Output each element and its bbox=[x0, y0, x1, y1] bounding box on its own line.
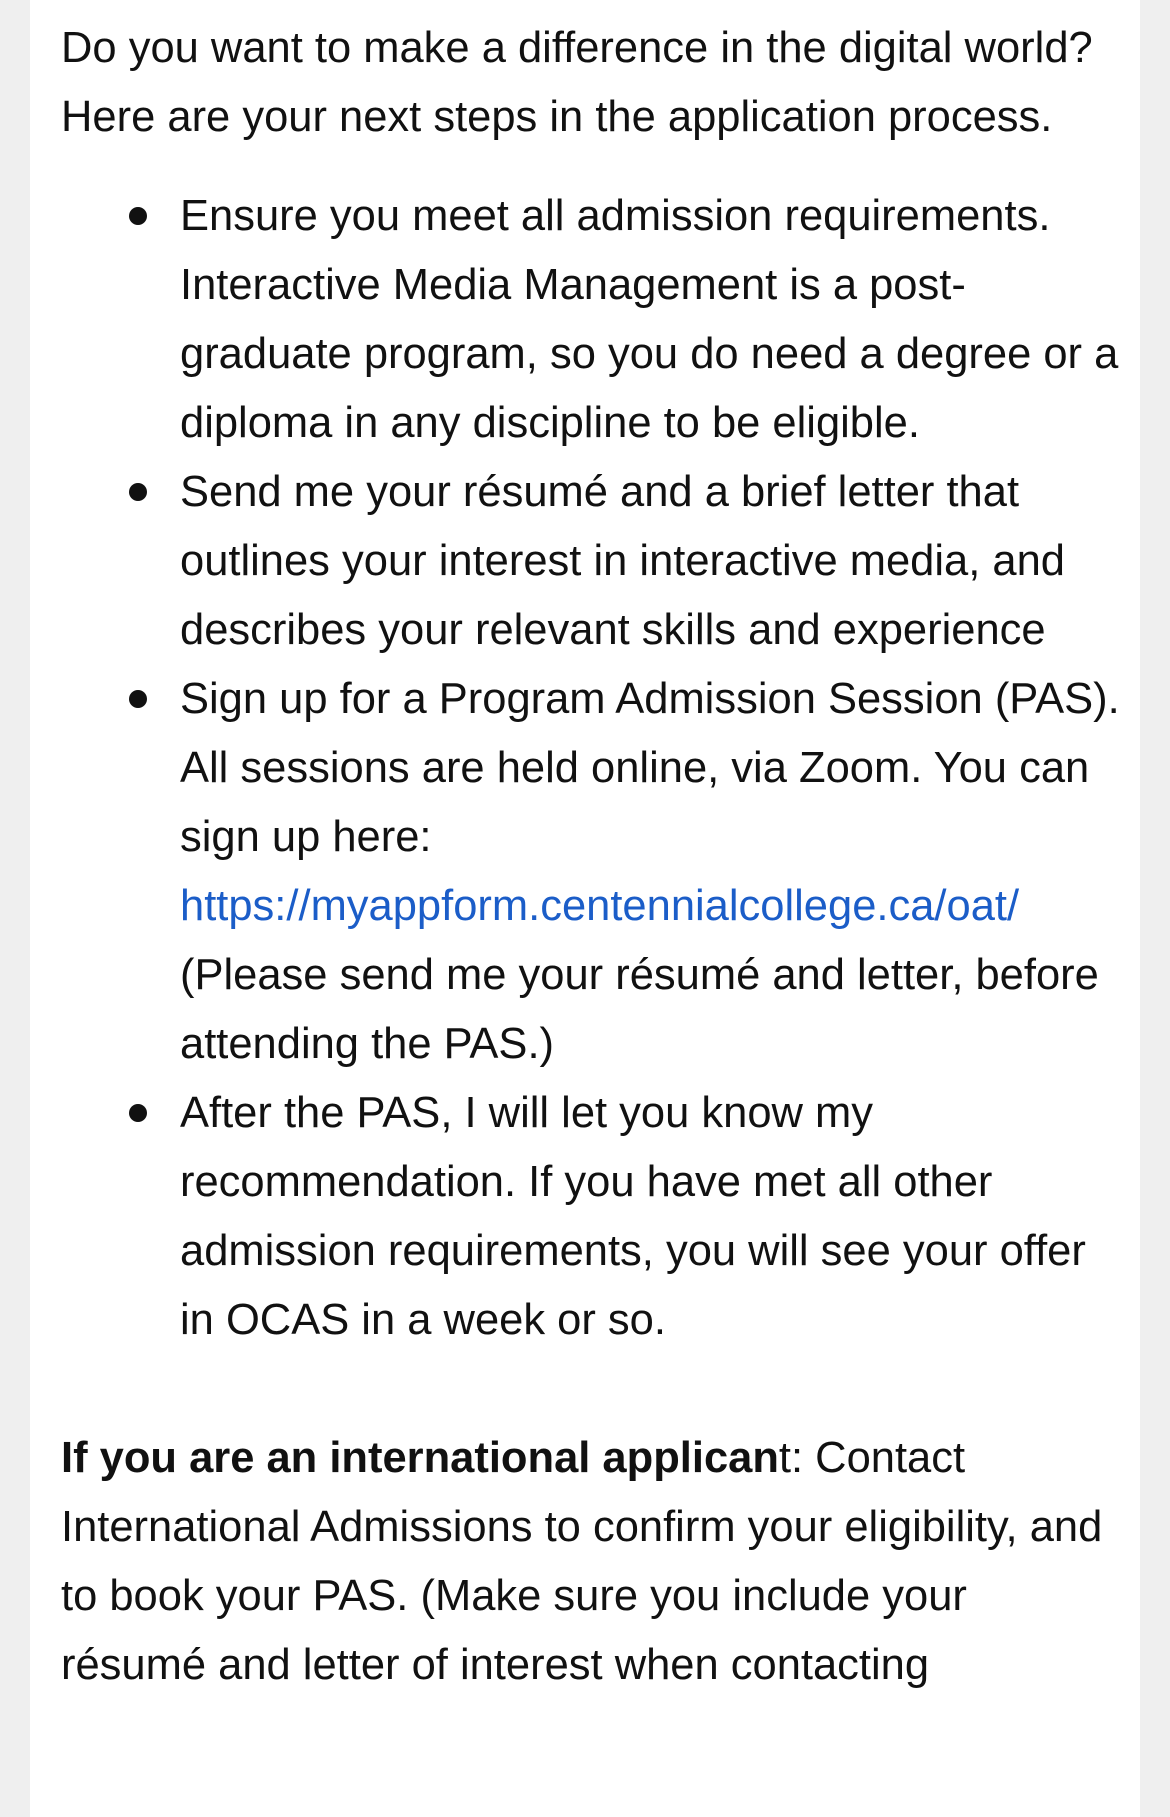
bullet-icon bbox=[129, 1104, 147, 1122]
international-label: If you are an international applican bbox=[61, 1434, 779, 1482]
step-text: Sign up for a Program Admission Session (PAS). All sessions are held online, via Zoom. You can sign up here: bbox=[180, 675, 1120, 861]
pas-signup-link[interactable]: https://myappform.centennialcollege.ca/oat/ bbox=[180, 882, 1020, 930]
bullet-icon bbox=[129, 483, 147, 501]
message-body bbox=[30, 0, 1140, 1817]
bullet-icon bbox=[129, 690, 147, 708]
list-item bbox=[61, 665, 1121, 1079]
international-text: t: Contact International Admissions to confirm your eligibility, and to book your PAS. (Make sure you include your résumé and letter of interest when contacting bbox=[61, 1434, 1103, 1689]
list-item bbox=[61, 458, 1121, 665]
international-paragraph bbox=[61, 1424, 1121, 1700]
step-text: Send me your résumé and a brief letter that outlines your interest in interactive media, and describes your relevant skills and experience bbox=[180, 468, 1065, 654]
list-item bbox=[61, 182, 1121, 458]
next-steps-list bbox=[61, 182, 1121, 1355]
message-content bbox=[61, 14, 1121, 1700]
list-item bbox=[61, 1079, 1121, 1355]
bullet-icon bbox=[129, 207, 147, 225]
intro-paragraph: Do you want to make a difference in the digital world? Here are your next steps in the application process. bbox=[61, 24, 1093, 141]
step-text: Ensure you meet all admission requirements. Interactive Media Management is a post-graduate program, so you do need a degree or a diploma in any discipline to be eligible. bbox=[180, 192, 1119, 447]
step-text-note: (Please send me your résumé and letter, before attending the PAS.) bbox=[180, 951, 1099, 1068]
step-text: After the PAS, I will let you know my recommendation. If you have met all other admission requirements, you will see your offer in OCAS in a week or so. bbox=[180, 1089, 1086, 1344]
